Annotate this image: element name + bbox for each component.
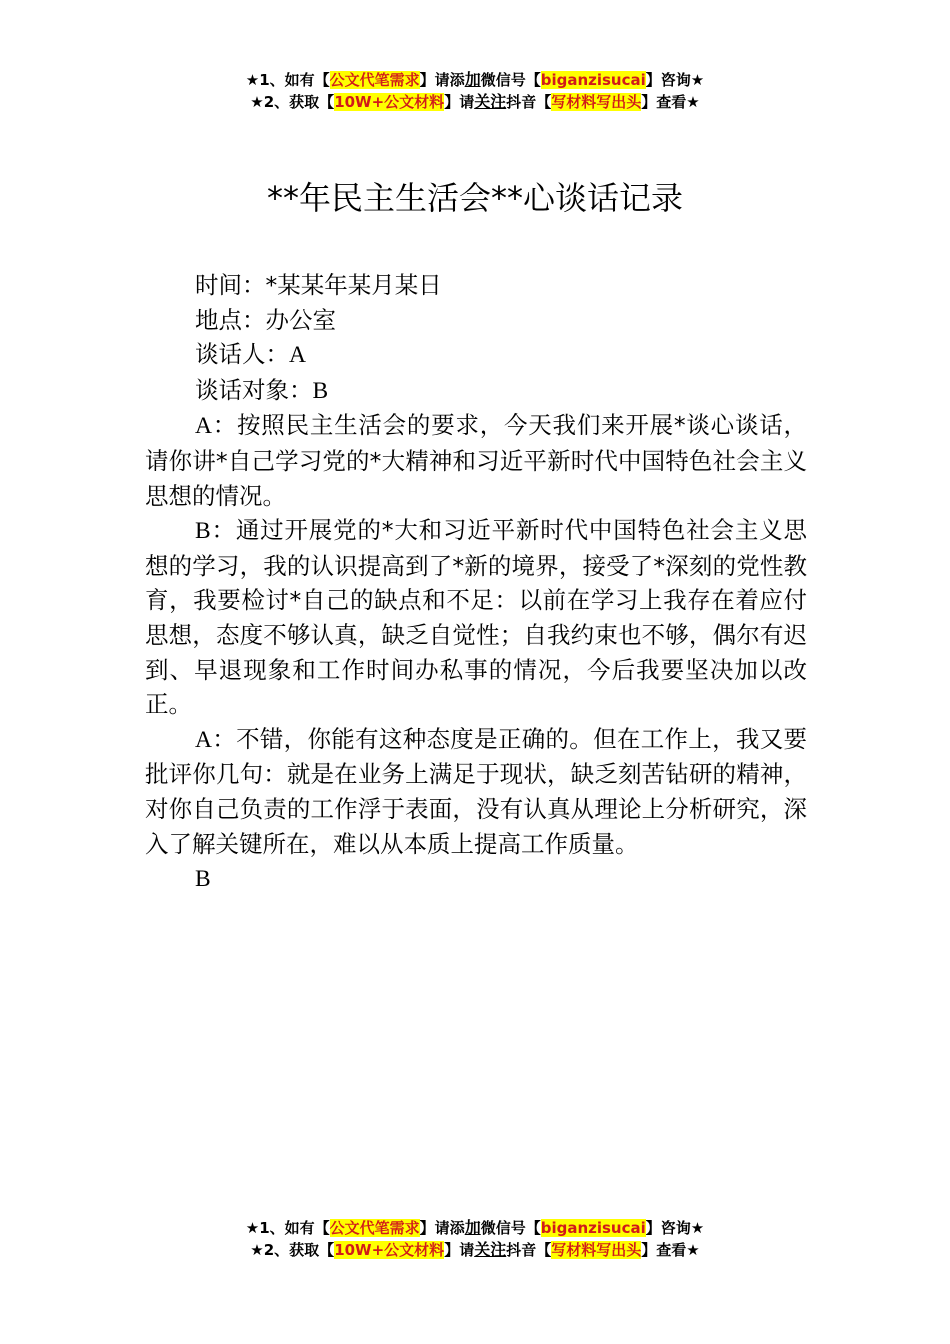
banner-highlight: 公文代笔需求 bbox=[329, 1219, 420, 1237]
banner-highlight: 公文代笔需求 bbox=[329, 71, 420, 89]
banner-line-2: ★2、获取【10W+公文材料】请关注抖音【写材料写出头】查看★ bbox=[250, 1240, 700, 1259]
document-title: **年民主生活会**心谈话记录 bbox=[266, 179, 683, 217]
field-target: 谈话对象：B bbox=[195, 375, 329, 404]
field-speaker: 谈话人：A bbox=[195, 340, 306, 369]
footer-banner bbox=[0, 1217, 950, 1261]
banner-line-1: ★1、如有【公文代笔需求】请添加微信号【biganzisucai】咨询★ bbox=[245, 70, 705, 89]
field-time: 时间：*某某年某月某日 bbox=[195, 271, 442, 299]
banner-wechat-id: biganzisucai bbox=[540, 1219, 646, 1237]
banner-wechat-id: biganzisucai bbox=[540, 71, 646, 89]
dialogue-paragraph: B bbox=[195, 866, 211, 893]
banner-line-1: ★1、如有【公文代笔需求】请添加微信号【biganzisucai】咨询★ bbox=[245, 1218, 705, 1237]
banner-line-2: ★2、获取【10W+公文材料】请关注抖音【写材料写出头】查看★ bbox=[250, 92, 700, 111]
banner-douyin-account: 写材料写出头 bbox=[551, 93, 642, 111]
field-place: 地点：办公室 bbox=[195, 305, 336, 334]
header-banner bbox=[0, 69, 950, 113]
banner-douyin-account: 写材料写出头 bbox=[551, 1241, 642, 1259]
dialogue-paragraph: B：通过开展党的*大和习近平新时代中国特色社会主义思想的学习，我的认识提高到了*新的境界，接受了*深刻的党性教育，我要检讨*自己的缺点和不足：以前在学习上我存在着应付思想，态度不够认真，缺乏自觉性；自我约束也不够，偶尔有迟到、早退现象和工作时间办私事的情况，今后我要坚决加以改正。 bbox=[145, 516, 807, 719]
banner-highlight: 10W+公文材料 bbox=[334, 1241, 445, 1259]
document-body bbox=[145, 268, 807, 897]
banner-highlight: 10W+公文材料 bbox=[334, 93, 445, 111]
dialogue-paragraph: A：不错，你能有这种态度是正确的。但在工作上，我又要批评你几句：就是在业务上满足于现状，缺乏刻苦钻研的精神，对你自己负责的工作浮于表面，没有认真从理论上分析研究，深入了解关键所在，难以从本质上提高工作质量。 bbox=[145, 724, 807, 858]
dialogue-paragraph: A：按照民主生活会的要求，今天我们来开展*谈心谈话，请你讲*自己学习党的*大精神和习近平新时代中国特色社会主义思想的情况。 bbox=[145, 411, 807, 510]
